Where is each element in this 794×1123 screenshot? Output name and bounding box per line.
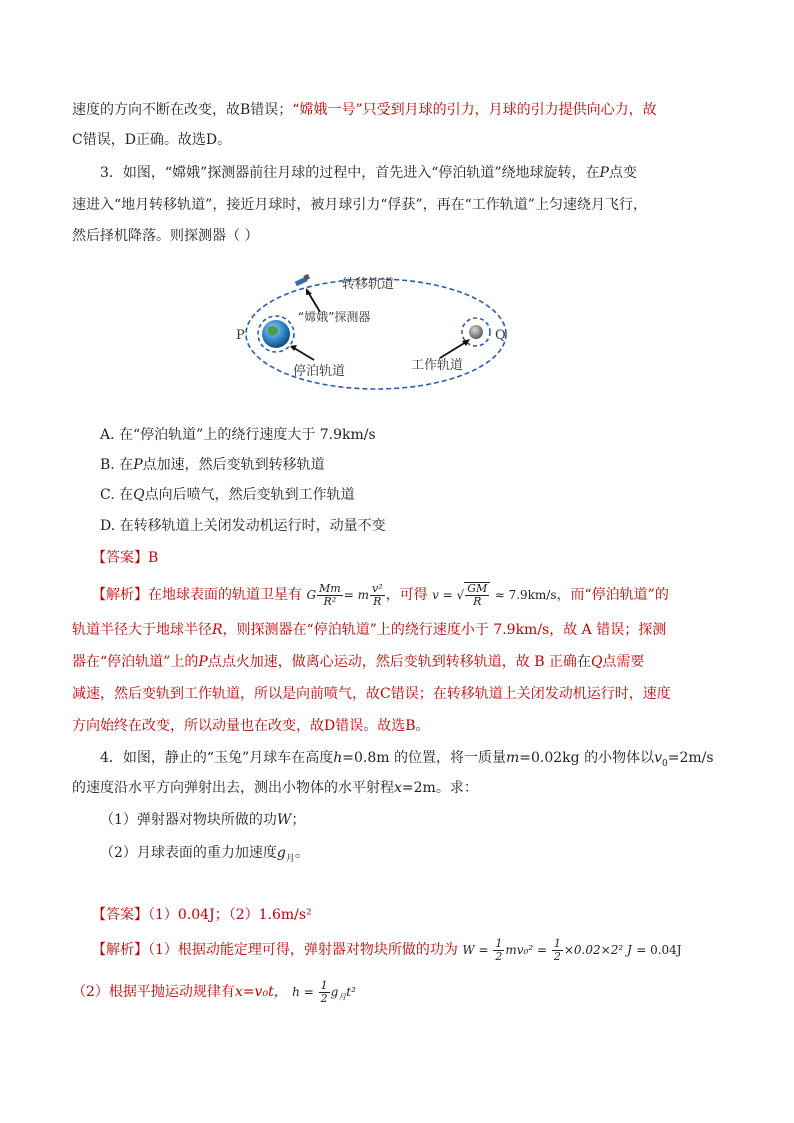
continuation-line-1 xyxy=(72,100,657,120)
analysis-4-line-1 xyxy=(92,938,682,963)
label-P: P xyxy=(236,328,245,343)
q4-sub-2 xyxy=(100,843,309,869)
text-segment: 点变 xyxy=(608,165,637,181)
subscript-0: 0 xyxy=(662,758,668,769)
analysis-3-line-4: 减速，然后变轨到工作轨道，所以是向前喷气，故C错误；在转移轨道上关闭发动机运行时，速度 xyxy=(72,686,671,702)
option-a: A. 在“停泊轨道”上的绕行速度大于 7.9km/s xyxy=(100,427,376,443)
var-P: P xyxy=(599,165,609,181)
var-g: g xyxy=(276,845,286,861)
text-segment: ，而“停泊轨道”的 xyxy=(556,587,669,603)
text-segment: ，则探测器在“停泊轨道”上的绕行速度小于 7.9km/s，故 A 错误；探测 xyxy=(222,622,667,638)
moon-icon xyxy=(469,325,483,339)
text-segment: 点需要 xyxy=(602,654,645,670)
satellite-icon xyxy=(295,274,310,286)
subscript-moon: 月 xyxy=(285,853,295,864)
var-Q: Q xyxy=(133,487,145,503)
formula-h: h = $\frac{1}{2}$ $g_月t^2$ xyxy=(292,979,356,1005)
formula-result: = 0.04J xyxy=(636,943,682,957)
var-m: m xyxy=(506,750,520,766)
q3-line-1 xyxy=(100,163,637,183)
text-segment: =0.8m 的位置，将一质量 xyxy=(342,750,506,766)
var-h: h xyxy=(333,750,343,766)
text-segment: ； xyxy=(291,812,306,828)
probe-arrow xyxy=(308,292,320,312)
answer-4 xyxy=(92,905,312,925)
var-R: R xyxy=(212,622,223,638)
answer-tag: 【答案】 xyxy=(92,907,148,923)
text-segment: 点向后喷气，然后变轨到工作轨道 xyxy=(144,487,355,503)
answer-3 xyxy=(92,548,158,568)
label-working-orbit: 工作轨道 xyxy=(411,358,464,373)
analysis-tag: 【解析】 xyxy=(92,942,148,958)
working-arrow xyxy=(440,342,466,358)
text-segment: 器在“停泊轨道”上的 xyxy=(72,654,199,670)
formula-gravity: G $\frac{Mm}{\text{R²}}$ = m $\frac{\text{v²}}{R}$ xyxy=(306,582,383,608)
text-segment: （2）根据平抛运动规律有 xyxy=(72,984,235,1000)
q4-line-2 xyxy=(72,778,478,798)
var-P: P xyxy=(198,654,208,670)
analysis-3-line-1 xyxy=(92,582,669,608)
text-segment: =2m。求： xyxy=(401,780,478,796)
text-segment: C. 在 xyxy=(100,487,134,503)
answer-value: （1）0.04J；（2）1.6m/s² xyxy=(148,907,312,923)
text-segment: =2m/s xyxy=(667,750,714,766)
formula-x: x=v₀t， xyxy=(234,984,288,1000)
formula-h-lhs: h = xyxy=(292,985,314,999)
formula-work: W = $\frac{1}{2}$ mv₀² = $\frac{1}{2}$ ×0.02×2² J xyxy=(462,937,632,963)
label-Q: Q xyxy=(495,328,506,343)
text-segment: =0.02kg 的小物体以 xyxy=(519,750,655,766)
text-segment: 轨道半径大于地球半径 xyxy=(72,622,212,638)
text-segment: （1）根据动能定理可得，弹射器对物块所做的功为 xyxy=(148,942,458,958)
var-x: x xyxy=(394,780,402,796)
text-segment: 在地球表面的轨道卫星有 xyxy=(148,587,302,603)
q4-sub-1 xyxy=(100,810,305,830)
text-segment: 的速度沿水平方向弹射出去，测出小物体的水平射程 xyxy=(72,780,394,796)
text-segment: （2）月球表面的重力加速度 xyxy=(100,845,277,861)
option-b xyxy=(100,455,325,475)
answer-value: B xyxy=(148,550,159,566)
text-segment: 点加速，然后变轨到转移轨道 xyxy=(142,457,325,473)
label-transfer-orbit: 转移轨道 xyxy=(342,277,395,292)
analysis-3-line-5: 方向始终在改变，所以动量也在改变，故D错误。故选B。 xyxy=(72,718,430,734)
working-arrowhead xyxy=(462,339,470,346)
label-parking-orbit: 停泊轨道 xyxy=(293,364,346,379)
text-segment: 。 xyxy=(294,845,309,861)
var-v: v xyxy=(654,750,663,766)
q3-line-2: 速进入“地月转移轨道”，接近月球时，被月球引力“俘获”，再在“工作轨道”上匀速绕月飞行， xyxy=(72,197,647,213)
text-segment: 在 xyxy=(576,654,591,670)
text-segment: ，可得 xyxy=(385,587,428,603)
q4-line-1 xyxy=(100,748,714,774)
analysis-tag: 【解析】 xyxy=(92,587,148,603)
analysis-3-line-2 xyxy=(72,620,666,640)
text-segment: 4．如图，静止的“玉兔”月球车在高度 xyxy=(100,750,334,766)
orbit-diagram xyxy=(228,268,518,398)
text-segment-red: “嫦娥一号”只受到月球的引力，月球的引力提供向心力，故 xyxy=(292,102,657,118)
parking-arrow xyxy=(294,348,314,360)
option-c xyxy=(100,485,355,505)
option-d: D. 在转移轨道上关闭发动机运行时，动量不变 xyxy=(100,518,386,534)
formula-velocity: v = √ $\frac{GM}{R}$ xyxy=(432,588,490,602)
analysis-3-line-3 xyxy=(72,652,644,672)
text-segment: （1）弹射器对物块所做的功 xyxy=(100,812,277,828)
answer-tag: 【答案】 xyxy=(92,550,148,566)
var-P: P xyxy=(133,457,143,473)
continuation-line-2: C错误，D正确。故选D。 xyxy=(72,132,232,148)
analysis-4-line-2 xyxy=(72,980,356,1007)
var-Q: Q xyxy=(590,654,603,670)
q3-line-3: 然后择机降落。则探测器（ ） xyxy=(72,228,259,244)
var-W: W xyxy=(276,812,292,828)
formula-result: ≈ 7.9km/s xyxy=(494,588,557,602)
text-segment: 速度的方向不断在改变，故B错误； xyxy=(72,102,293,118)
text-segment: B. 在 xyxy=(100,457,134,473)
text-segment: 点点火加速，做离心运动，然后变轨到转移轨道，故 B 正确 xyxy=(207,654,577,670)
label-probe: “嫦娥”探测器 xyxy=(298,310,371,324)
probe-arrowhead xyxy=(306,288,312,295)
text-segment: 3．如图，“嫦娥”探测器前往月球的过程中，首先进入“停泊轨道”绕地球旋转，在 xyxy=(100,165,600,181)
